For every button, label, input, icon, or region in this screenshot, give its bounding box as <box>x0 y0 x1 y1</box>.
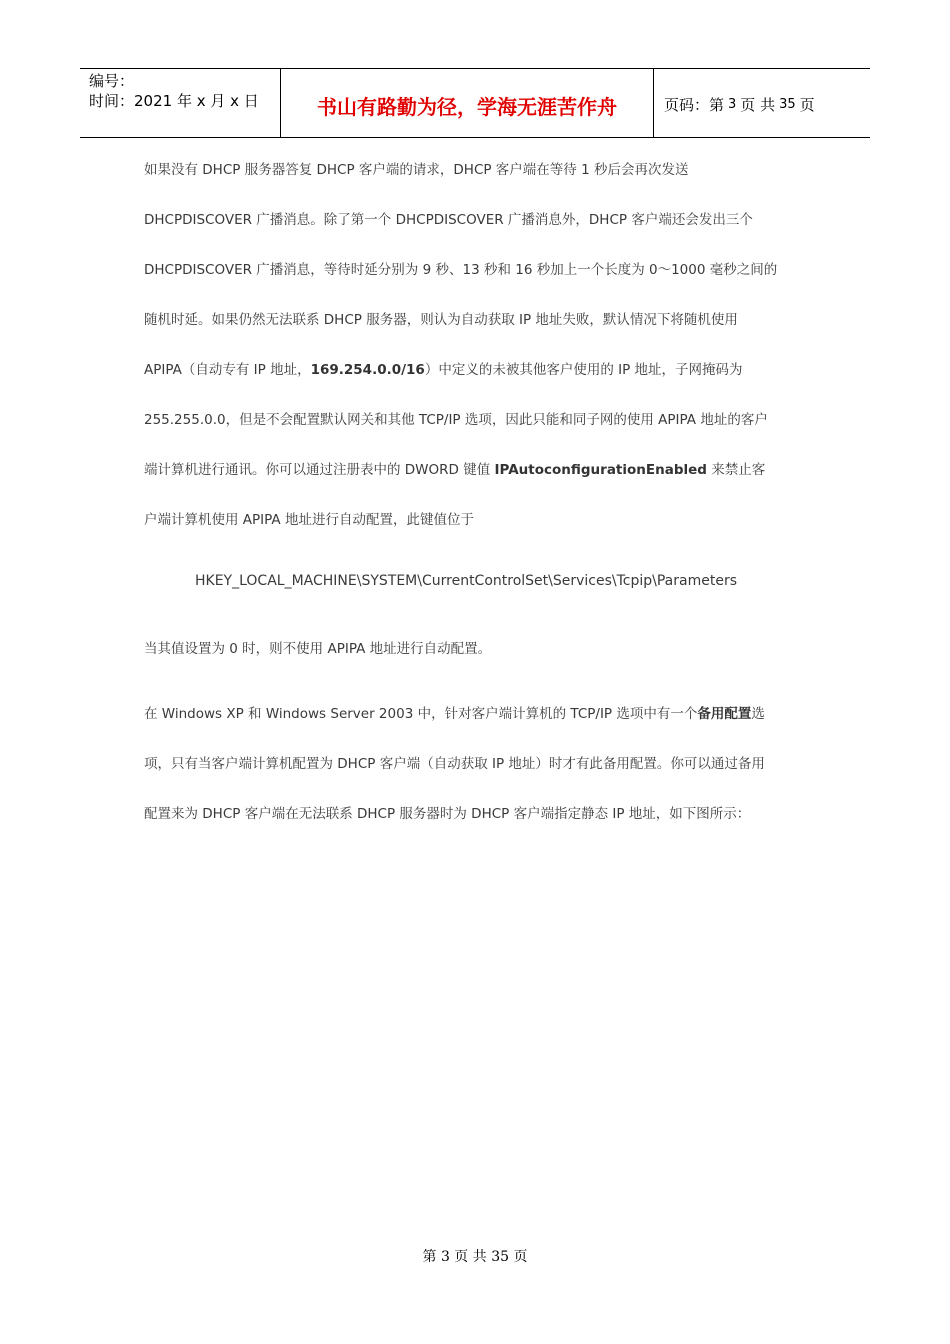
body-line-2: DHCPDISCOVER 广播消息。除了第一个 DHCPDISCOVER 广播消息外，DHCP 客户端还会发出三个 <box>144 212 753 228</box>
line10-text-c: 选 <box>751 706 765 722</box>
page-header <box>80 68 870 138</box>
body-line-3: DHCPDISCOVER 广播消息，等待时延分别为 9 秒、13 秒和 16 秒加上一个长度为 0～1000 毫秒之间的 <box>144 262 778 278</box>
page-total: 35 <box>779 96 796 112</box>
body-line-1: 如果没有 DHCP 服务器答复 DHCP 客户端的请求，DHCP 客户端在等待 1 秒后会再次发送 <box>144 162 689 178</box>
line5-text-a: APIPA（自动专有 IP 地址， <box>144 362 311 378</box>
line7-text-c: 来禁止客 <box>706 462 766 478</box>
page-prefix: 页码：第 <box>664 95 725 114</box>
line10-text-a: 在 Windows XP 和 Windows Server 2003 中，针对客户端计算机的 TCP/IP 选项中有一个 <box>144 706 698 722</box>
body-line-8: 户端计算机使用 APIPA 地址进行自动配置，此键值位于 <box>144 512 474 528</box>
body-line-6: 255.255.0.0，但是不会配置默认网关和其他 TCP/IP 选项，因此只能和同子网的使用 APIPA 地址的客户 <box>144 412 768 428</box>
time-line <box>89 91 280 111</box>
registry-path: HKEY_LOCAL_MACHINE\SYSTEM\CurrentControlSet\Services\Tcpip\Parameters <box>195 573 738 589</box>
body-line-4: 随机时延。如果仍然无法联系 DHCP 服务器，则认为自动获取 IP 地址失败，默认情况下将随机使用 <box>144 312 738 328</box>
body-line-12: 配置来为 DHCP 客户端在无法联系 DHCP 服务器时为 DHCP 客户端指定静态 IP 地址，如下图所示： <box>144 806 751 822</box>
header-motto: 书山有路勤为径，学海无涯苦作舟 <box>281 69 654 137</box>
page-mid: 页 共 <box>740 95 776 114</box>
header-meta <box>80 69 281 137</box>
page-number: 3 <box>728 96 737 112</box>
page-suffix: 页 <box>799 95 815 114</box>
registry-key-name: IPAutoconfigurationEnabled <box>494 462 707 478</box>
line5-text-c: ）中定义的未被其他客户使用的 IP 地址，子网掩码为 <box>424 362 743 378</box>
header-page-info <box>654 69 870 137</box>
line7-text-a: 端计算机进行通讯。你可以通过注册表中的 DWORD 键值 <box>144 462 495 478</box>
body-line-10 <box>144 704 765 724</box>
body-line-5 <box>144 360 743 380</box>
body-line-11: 项，只有当客户端计算机配置为 DHCP 客户端（自动获取 IP 地址）时才有此备用配置。你可以通过备用 <box>144 756 765 772</box>
apipa-range: 169.254.0.0/16 <box>310 362 425 378</box>
page-footer: 第 3 页 共 35 页 <box>422 1249 528 1265</box>
number-label: 编号： <box>89 72 135 90</box>
alternate-config-term: 备用配置 <box>697 706 752 722</box>
time-label: 时间： <box>89 92 135 110</box>
body-line-7 <box>144 460 765 480</box>
body-line-9: 当其值设置为 0 时，则不使用 APIPA 地址进行自动配置。 <box>144 641 492 657</box>
time-value: 2021 年 x 月 x 日 <box>134 92 259 110</box>
